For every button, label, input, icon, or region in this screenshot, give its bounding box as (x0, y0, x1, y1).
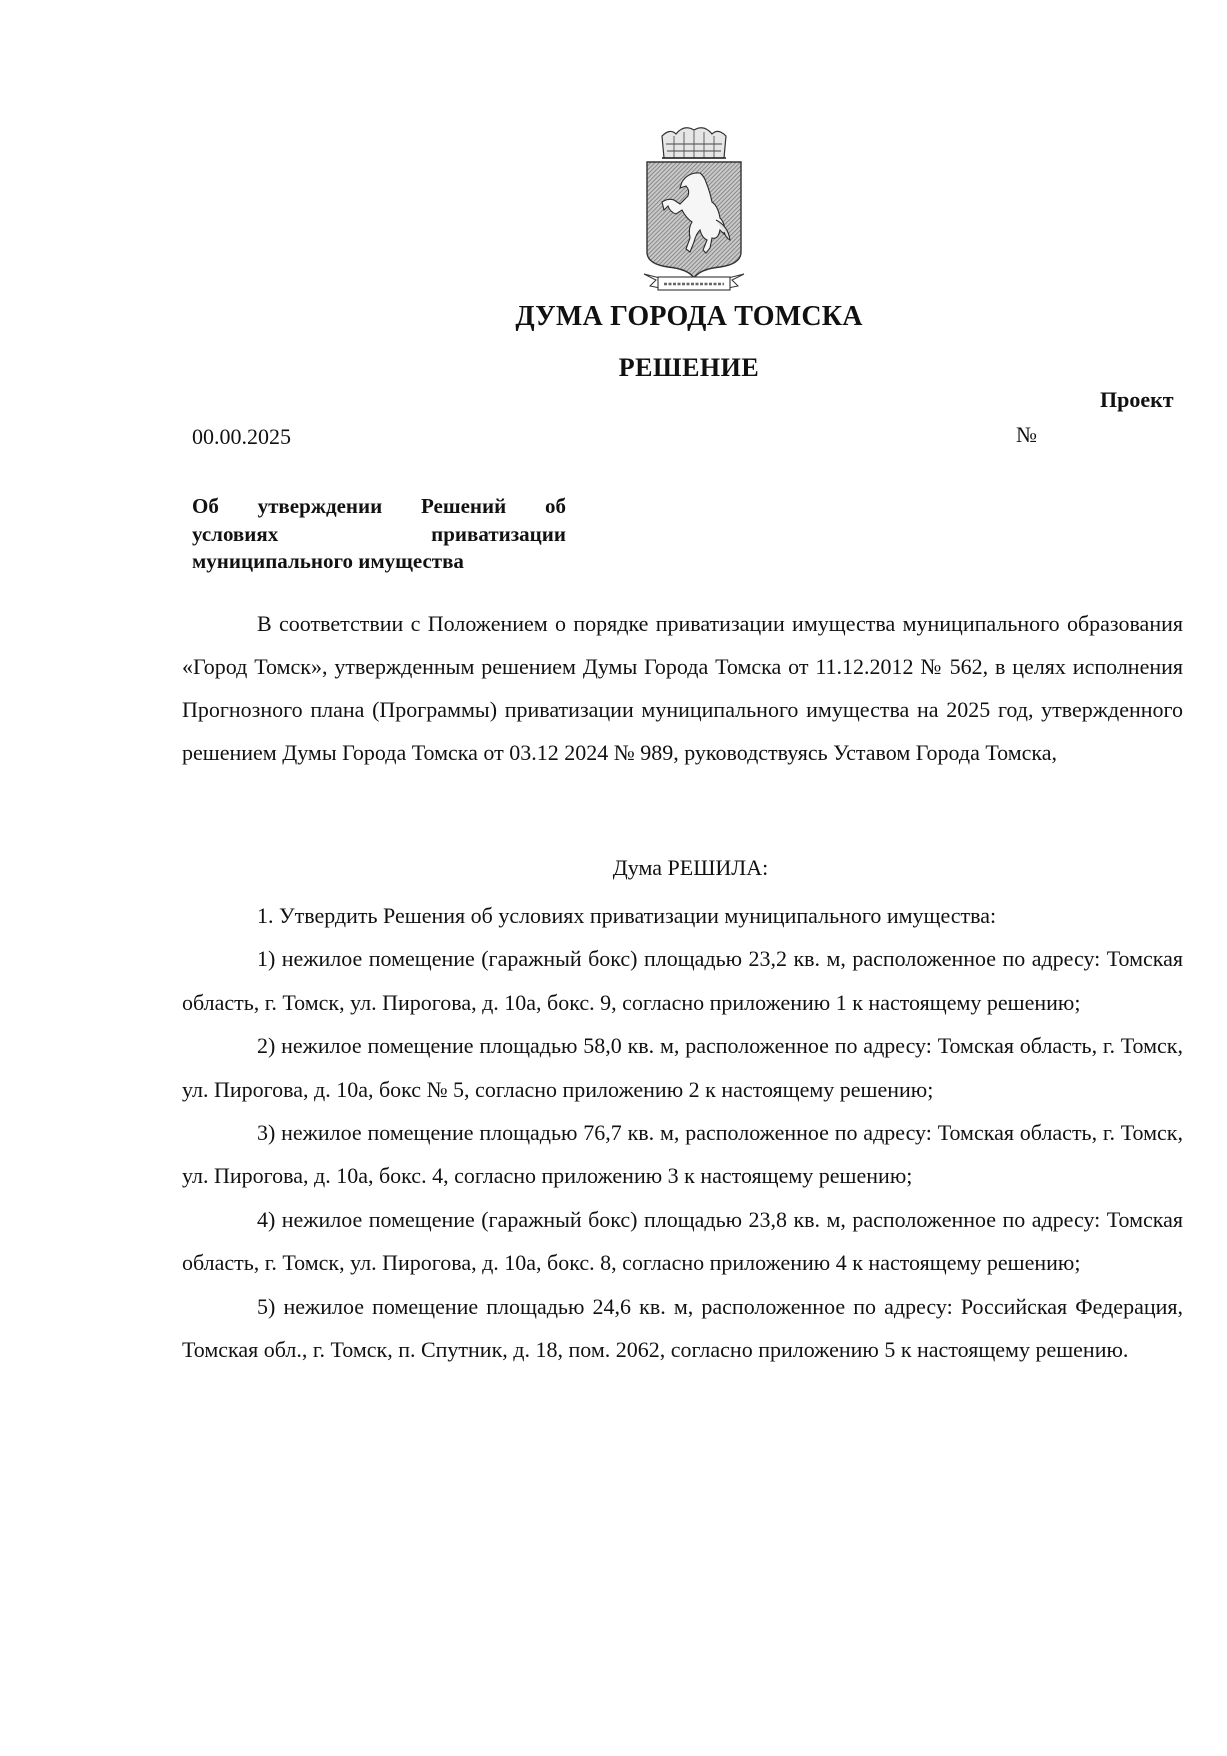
resolution-item: 2) нежилое помещение площадью 58,0 кв. м, расположенное по адресу: Томская область, г. Томск, ул. Пирогова, д. 10а, бокс № 5, согласно приложению 2 к настоящему решению; (182, 1033, 1183, 1102)
subject-line: условиях приватизации (192, 521, 566, 546)
subject-line: муниципального имущества (192, 549, 464, 573)
resolved-heading: Дума РЕШИЛА: (612, 855, 769, 880)
resolution-item: 1) нежилое помещение (гаражный бокс) площадью 23,2 кв. м, расположенное по адресу: Томская область, г. Томск, ул. Пирогова, д. 10а, бокс. 9, согласно приложению 1 к настоящему решению; (182, 946, 1183, 1015)
preamble-paragraph: В соответствии с Положением о порядке приватизации имущества муниципального образования «Город Томск», утвержденным решением Думы Города Томска от 11.12.2012 № 562, в целях исполнения Прогнозного плана (Программы) приватизации муниципального имущества на 2025 год, утвержденного решением Думы Города Томска от 03.12 2024 № 989, руководствуясь Уставом Города Томска, (182, 611, 1183, 765)
crown-icon (662, 128, 726, 158)
coat-of-arms-icon (640, 122, 748, 296)
subject-line: Об утверждении Решений об (192, 494, 566, 518)
preamble-section (182, 602, 1183, 774)
document-type-title: РЕШЕНИЕ (618, 353, 760, 382)
document-subject (192, 493, 566, 576)
resolution-item: 4) нежилое помещение (гаражный бокс) площадью 23,8 кв. м, расположенное по адресу: Томская область, г. Томск, ул. Пирогова, д. 10а, бокс. 8, согласно приложению 4 к настоящему решению; (182, 1206, 1183, 1276)
resolution-section (182, 894, 1183, 1371)
draft-label: Проект (1100, 387, 1174, 412)
resolution-item: 5) нежилое помещение площадью 24,6 кв. м, расположенное по адресу: Российская Федерация, Томская обл., г. Томск, п. Спутник, д. 18, пом. 2062, согласно приложению 5 к настоящему решению. (182, 1293, 1183, 1363)
document-date: 00.00.2025 (192, 424, 291, 449)
council-title: ДУМА ГОРОДА ТОМСКА (515, 301, 863, 332)
resolution-item: 3) нежилое помещение площадью 76,7 кв. м, расположенное по адресу: Томская область, г. Томск, ул. Пирогова, д. 10а, бокс. 4, согласно приложению 3 к настоящему решению; (182, 1120, 1183, 1189)
resolution-point-1: 1. Утвердить Решения об условиях приватизации муниципального имущества: (257, 903, 997, 928)
document-number-label: № (1016, 422, 1037, 447)
